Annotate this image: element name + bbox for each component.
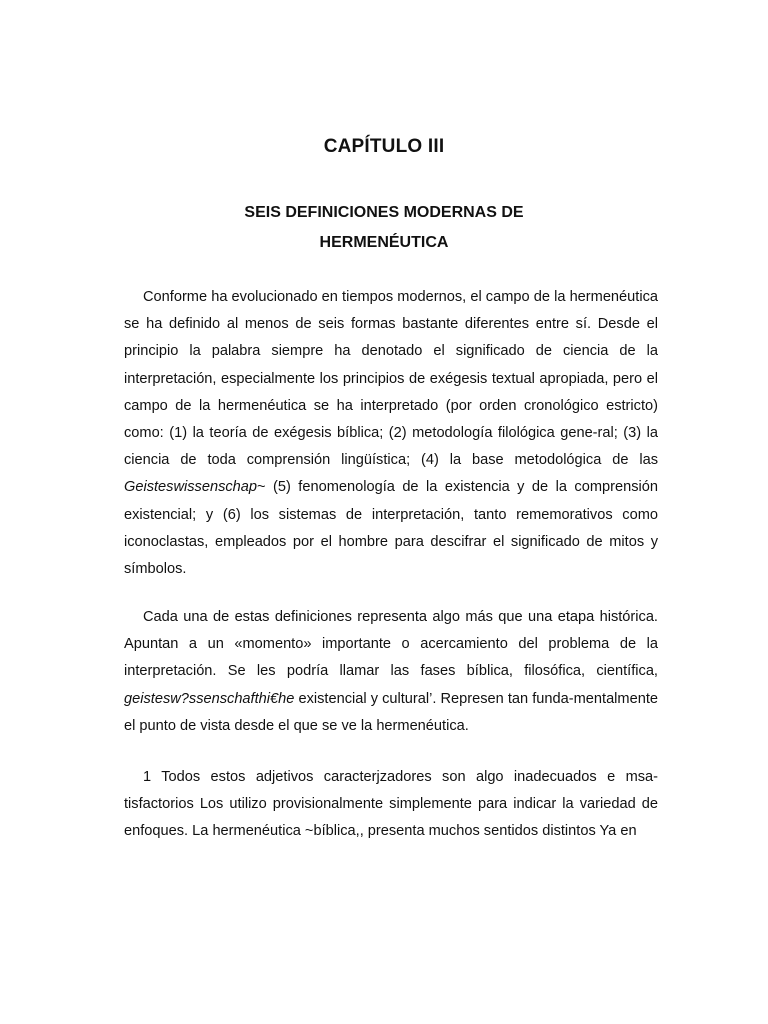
- chapter-title-line-2: HERMENÉUTICA: [319, 234, 449, 251]
- paragraph-2-italic-term: geistesw?ssenschafthi€he: [124, 690, 295, 707]
- paragraph-1-italic-term: Geisteswissenschap: [124, 479, 258, 496]
- chapter-title-line-1: SEIS DEFINICIONES MODERNAS DE: [244, 204, 524, 221]
- paragraph-1: [124, 284, 658, 583]
- chapter-heading: CAPÍTULO III: [323, 136, 445, 157]
- paragraph-2: [124, 604, 658, 740]
- footnote-paragraph: 1 Todos estos adjetivos caracterjzadores son algo inadecuados e msa-tisfactorios Los utilizo provisionalmente simplemente para indicar la variedad de enfoques. La hermenéutica ~bíblica,, presenta muchos sentidos distintos Ya en: [124, 769, 658, 840]
- paragraph-1-text-b: ~ (5) fenomenología de la existencia y de la comprensión existencial; y (6) los sistemas de interpretación, tanto rememorativos como iconoclastas, empleados por el hombre para descifrar el significado de mitos y símbolos.: [124, 479, 658, 578]
- chapter-title: [0, 198, 768, 258]
- paragraph-2-text-b: existencial y cultural’. Represen tan funda-mentalmente el punto de vista desde el que se ve la hermenéutica.: [124, 690, 658, 734]
- paragraph-2-text-a: Cada una de estas definiciones representa algo más que una etapa histórica. Apuntan a un «momento» importante o acercamiento del problema de la interpretación. Se les podría llamar las fases bíblica, filosófica, científica,: [124, 609, 658, 680]
- paragraph-1-text-a: Conforme ha evolucionado en tiempos modernos, el campo de la hermenéutica se ha definido al menos de seis formas bastante diferentes entre sí. Desde el principio la palabra siempre ha denotado el significado de ciencia de la interpretación, especialmente los principios de exégesis textual apropiada, pero el campo de la hermenéutica se ha interpretado (por orden cronológico estricto) como: (1) la teoría de exégesis bíblica; (2) metodología filológica gene-ral; (3) la ciencia de toda comprensión lingüística; (4) la base metodológica de las: [124, 289, 658, 469]
